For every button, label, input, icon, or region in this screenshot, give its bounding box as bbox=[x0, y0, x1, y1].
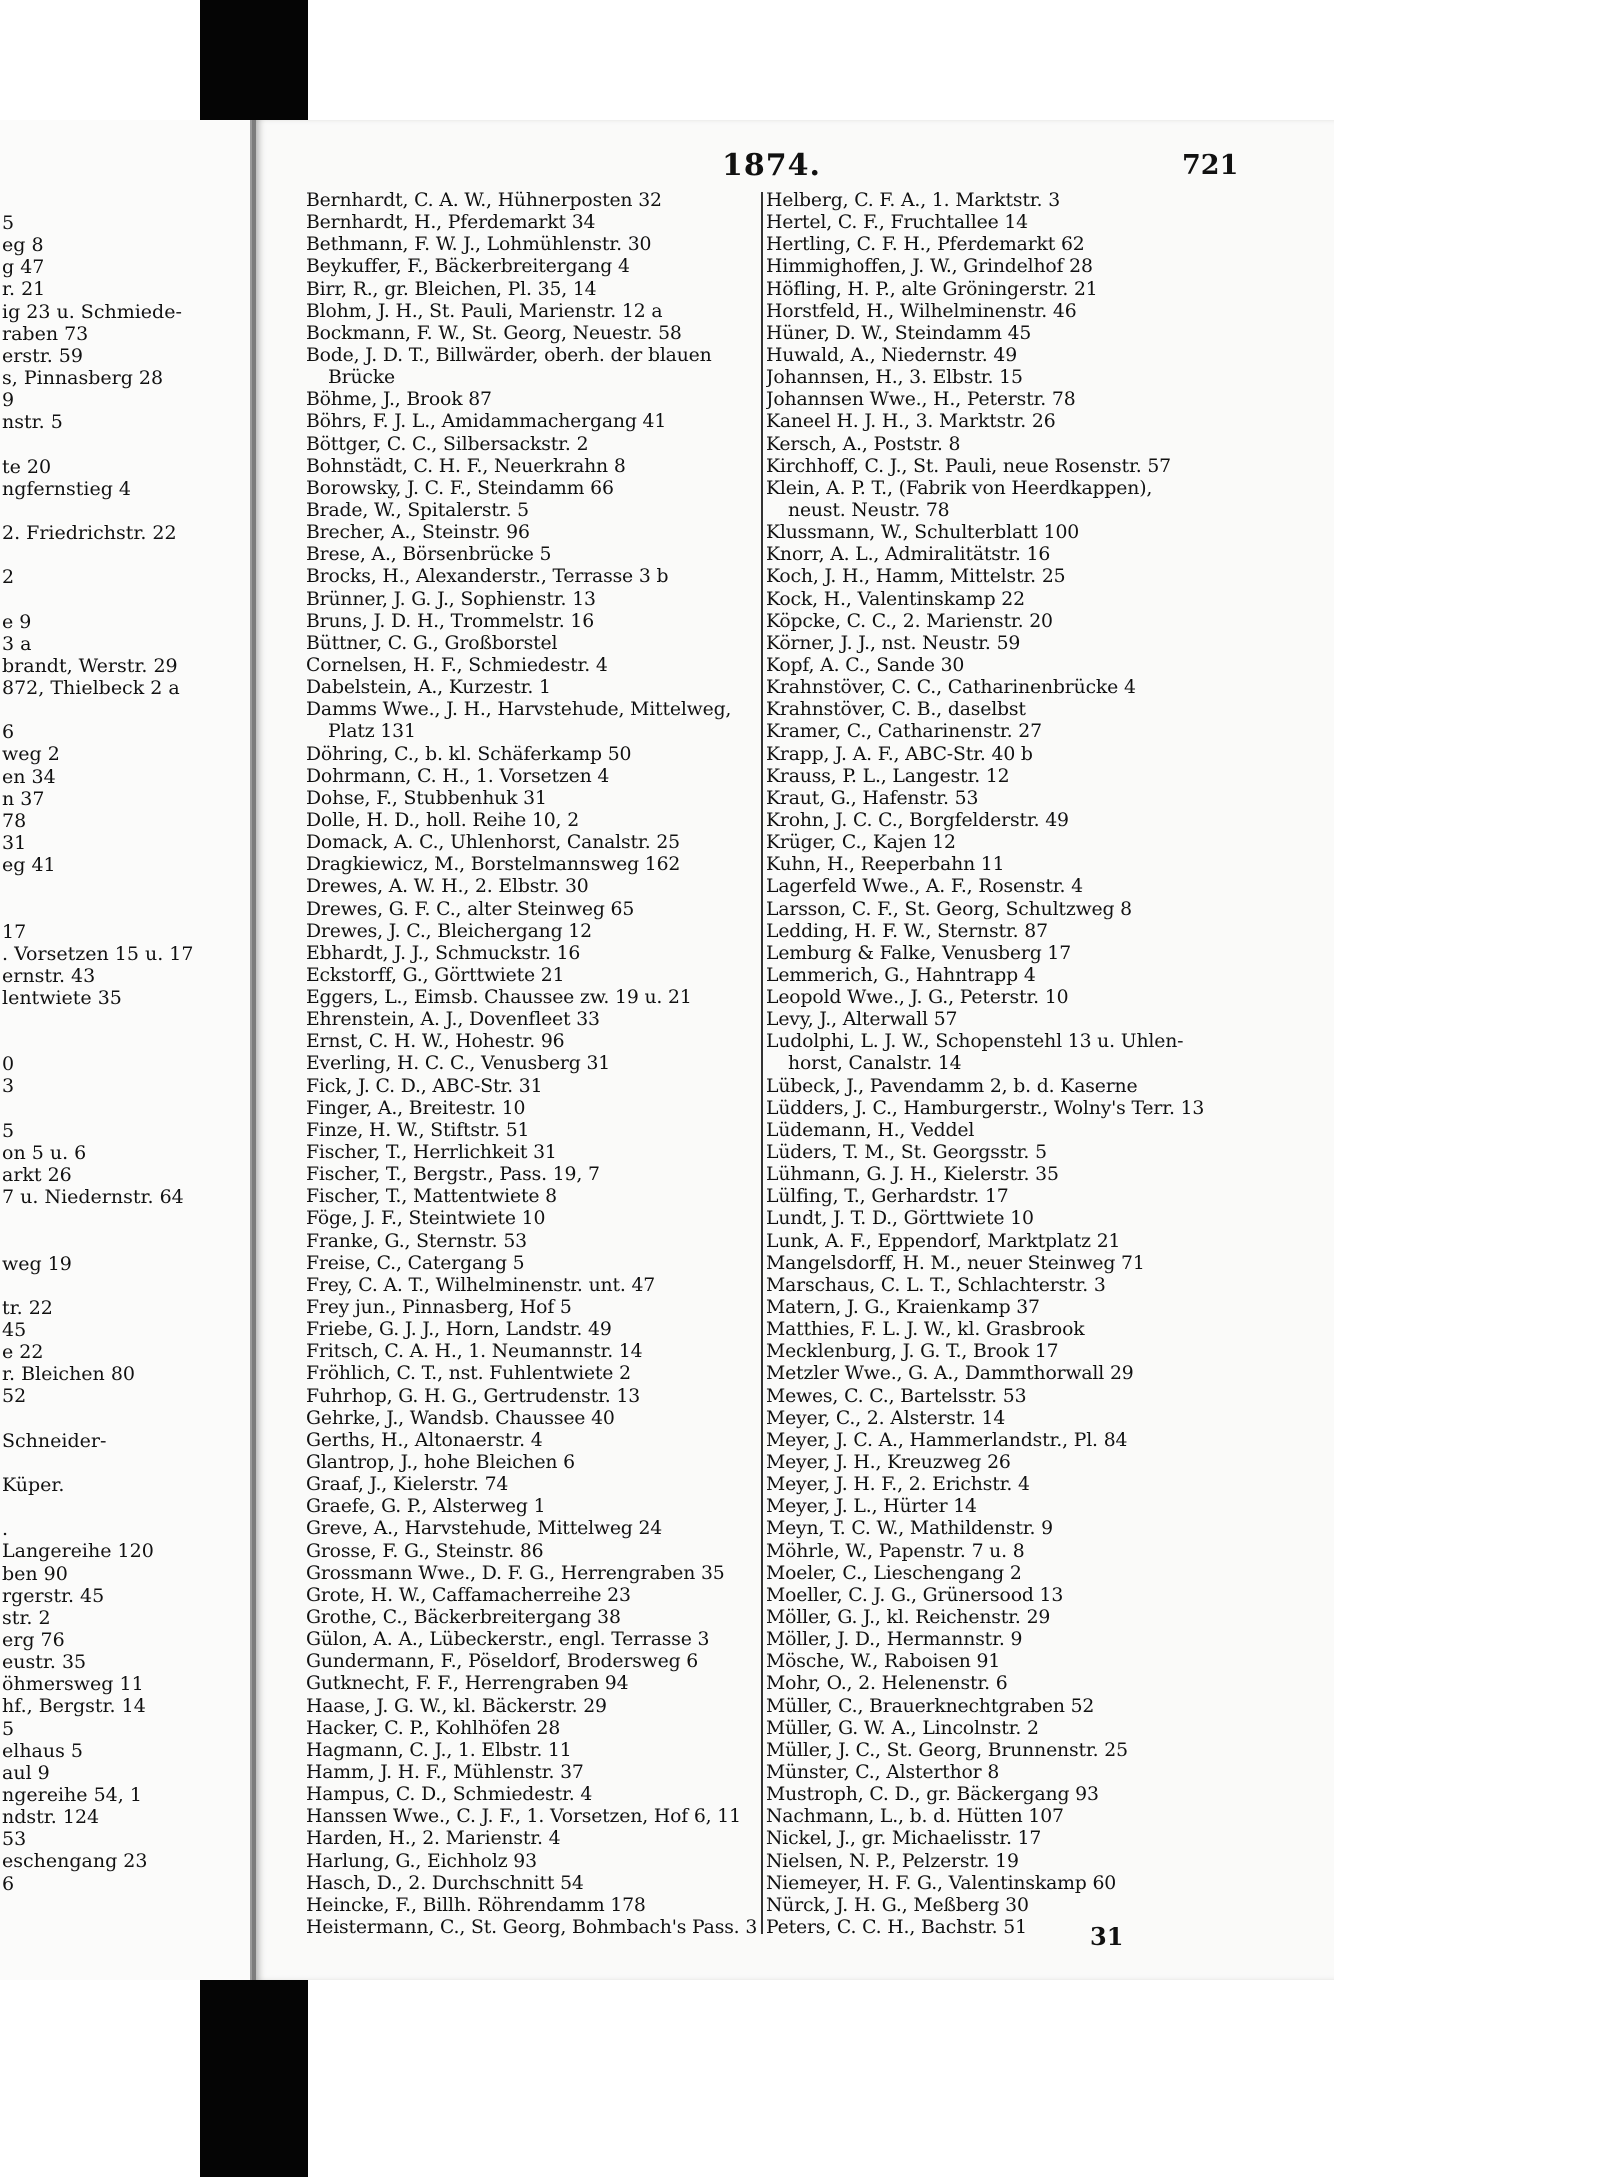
fragment-line: . Vorsetzen 15 u. 17 bbox=[2, 942, 194, 965]
directory-entry: Böhme, J., Brook 87 bbox=[306, 389, 492, 411]
directory-entry: Finze, H. W., Stiftstr. 51 bbox=[306, 1119, 530, 1141]
directory-entry: Damms Wwe., J. H., Harvstehude, Mittelweg, bbox=[306, 699, 732, 721]
directory-entry: Kock, H., Valentinskamp 22 bbox=[766, 588, 1025, 610]
fragment-line: 78 bbox=[2, 809, 27, 832]
directory-entry: Hamm, J. H. F., Mühlenstr. 37 bbox=[306, 1761, 584, 1783]
binding-bar-top bbox=[200, 0, 308, 120]
fragment-line bbox=[0, 1275, 250, 1297]
fragment-line bbox=[0, 544, 250, 566]
directory-entry: Gutknecht, F. F., Herrengraben 94 bbox=[306, 1673, 629, 1695]
fragment-line: 2. Friedrichstr. 22 bbox=[2, 521, 177, 544]
directory-entry: Eckstorff, G., Görttwiete 21 bbox=[306, 964, 565, 986]
directory-entry: Fischer, T., Herrlichkeit 31 bbox=[306, 1142, 557, 1164]
fragment-line: 3 a bbox=[2, 632, 32, 655]
right-column bbox=[766, 190, 1296, 1939]
fragment-line: e 9 bbox=[2, 610, 32, 633]
directory-entry: Friebe, G. J. J., Horn, Landstr. 49 bbox=[306, 1319, 612, 1341]
directory-entry: Böhrs, F. J. L., Amidammachergang 41 bbox=[306, 411, 667, 433]
fragment-line: nstr. 5 bbox=[2, 411, 63, 434]
page-year: 1874. bbox=[722, 148, 821, 183]
fragment-line: eschengang 23 bbox=[2, 1850, 148, 1873]
directory-entry: Kuhn, H., Reeperbahn 11 bbox=[766, 854, 1005, 876]
directory-entry: Drewes, G. F. C., alter Steinweg 65 bbox=[306, 898, 635, 920]
page-header bbox=[256, 148, 1338, 188]
fragment-line: te 20 bbox=[2, 455, 52, 478]
directory-entry: Larsson, C. F., St. Georg, Schultzweg 8 bbox=[766, 898, 1132, 920]
directory-entry: horst, Canalstr. 14 bbox=[788, 1053, 962, 1075]
fragment-line: 31 bbox=[2, 831, 27, 854]
directory-entry: Brünner, J. G. J., Sophienstr. 13 bbox=[306, 588, 596, 610]
fragment-line: e 22 bbox=[2, 1341, 44, 1364]
directory-entry: Köpcke, C. C., 2. Marienstr. 20 bbox=[766, 610, 1053, 632]
directory-entry: Gundermann, F., Pöseldorf, Brodersweg 6 bbox=[306, 1651, 699, 1673]
directory-entry: Klein, A. P. T., (Fabrik von Heerdkappen), bbox=[766, 477, 1153, 499]
fragment-line: 2 bbox=[2, 566, 15, 589]
fragment-line bbox=[0, 1496, 250, 1518]
fragment-line: eg 8 bbox=[2, 234, 44, 257]
fragment-line bbox=[0, 898, 250, 920]
directory-entry: Lunk, A. F., Eppendorf, Marktplatz 21 bbox=[766, 1230, 1121, 1252]
directory-entry: Bode, J. D. T., Billwärder, oberh. der blauen bbox=[306, 344, 712, 366]
directory-entry: Dohse, F., Stubbenhuk 31 bbox=[306, 787, 547, 809]
directory-page bbox=[252, 120, 1338, 1980]
directory-entry: Horstfeld, H., Wilhelminenstr. 46 bbox=[766, 300, 1077, 322]
directory-entry: Brücke bbox=[328, 367, 395, 389]
directory-entry: Krahnstöver, C. B., daselbst bbox=[766, 699, 1026, 721]
directory-entry: Krahnstöver, C. C., Catharinenbrücke 4 bbox=[766, 677, 1136, 699]
directory-entry: Hüner, D. W., Steindamm 45 bbox=[766, 322, 1032, 344]
fragment-line: en 34 bbox=[2, 765, 56, 788]
fragment-line: ig 23 u. Schmiede- bbox=[2, 300, 182, 323]
directory-entry: Gehrke, J., Wandsb. Chaussee 40 bbox=[306, 1407, 615, 1429]
directory-entry: Harlung, G., Eichholz 93 bbox=[306, 1850, 537, 1872]
directory-entry: Nielsen, N. P., Pelzerstr. 19 bbox=[766, 1850, 1019, 1872]
directory-entry: Bernhardt, H., Pferdemarkt 34 bbox=[306, 212, 596, 234]
fragment-line bbox=[0, 1031, 250, 1053]
directory-entry: Ludolphi, L. J. W., Schopenstehl 13 u. Uhlen- bbox=[766, 1031, 1184, 1053]
directory-entry: Johannsen, H., 3. Elbstr. 15 bbox=[766, 367, 1023, 389]
fragment-line: s, Pinnasberg 28 bbox=[2, 366, 164, 389]
fragment-line: rgerstr. 45 bbox=[2, 1584, 105, 1607]
directory-entry: Dragkiewicz, M., Borstelmannsweg 162 bbox=[306, 854, 681, 876]
directory-entry: Graefe, G. P., Alsterweg 1 bbox=[306, 1496, 546, 1518]
directory-entry: Peters, C. C. H., Bachstr. 51 bbox=[766, 1916, 1027, 1938]
fragment-line: . bbox=[2, 1518, 9, 1541]
fragment-line bbox=[0, 500, 250, 522]
directory-entry: Lübeck, J., Pavendamm 2, b. d. Kaserne bbox=[766, 1075, 1138, 1097]
directory-entry: Moeller, C. J. G., Grünersood 13 bbox=[766, 1584, 1064, 1606]
fragment-line: 872, Thielbeck 2 a bbox=[2, 676, 180, 699]
directory-entry: Matthies, F. L. J. W., kl. Grasbrook bbox=[766, 1319, 1085, 1341]
fragment-line bbox=[0, 1452, 250, 1474]
directory-entry: Freise, C., Catergang 5 bbox=[306, 1252, 525, 1274]
fragment-line: tr. 22 bbox=[2, 1296, 53, 1319]
fragment-line: n 37 bbox=[2, 787, 45, 810]
directory-entry: Frey, C. A. T., Wilhelminenstr. unt. 47 bbox=[306, 1274, 656, 1296]
fragment-line: 5 bbox=[2, 1119, 15, 1142]
fragment-line bbox=[0, 1230, 250, 1252]
fragment-line: weg 2 bbox=[2, 743, 60, 766]
directory-entry: Eggers, L., Eimsb. Chaussee zw. 19 u. 21 bbox=[306, 987, 692, 1009]
directory-entry: Metzler Wwe., G. A., Dammthorwall 29 bbox=[766, 1363, 1134, 1385]
directory-entry: Matern, J. G., Kraienkamp 37 bbox=[766, 1297, 1040, 1319]
fragment-line: ndstr. 124 bbox=[2, 1806, 100, 1829]
directory-entry: Kopf, A. C., Sande 30 bbox=[766, 654, 965, 676]
directory-entry: Mohr, O., 2. Helenenstr. 6 bbox=[766, 1673, 1008, 1695]
directory-entry: Helberg, C. F. A., 1. Marktstr. 3 bbox=[766, 190, 1060, 211]
directory-entry: Mösche, W., Raboisen 91 bbox=[766, 1651, 1001, 1673]
directory-entry: Krapp, J. A. F., ABC-Str. 40 b bbox=[766, 743, 1033, 765]
fragment-line: eustr. 35 bbox=[2, 1651, 87, 1674]
fragment-line bbox=[0, 1098, 250, 1120]
directory-entry: Hampus, C. D., Schmiedestr. 4 bbox=[306, 1784, 593, 1806]
directory-entry: Drewes, J. C., Bleichergang 12 bbox=[306, 920, 592, 942]
directory-entry: Domack, A. C., Uhlenhorst, Canalstr. 25 bbox=[306, 832, 680, 854]
directory-entry: Blohm, J. H., St. Pauli, Marienstr. 12 a bbox=[306, 300, 663, 322]
directory-entry: Lemmerich, G., Hahntrapp 4 bbox=[766, 964, 1036, 986]
directory-entry: Mangelsdorff, H. M., neuer Steinweg 71 bbox=[766, 1252, 1145, 1274]
directory-entry: Marschaus, C. L. T., Schlachterstr. 3 bbox=[766, 1274, 1106, 1296]
directory-entry: Dolle, H. D., holl. Reihe 10, 2 bbox=[306, 809, 579, 831]
scan-margin bbox=[1334, 120, 1600, 1980]
directory-entry: Krauss, P. L., Langestr. 12 bbox=[766, 765, 1010, 787]
directory-entry: Höfling, H. P., alte Gröningerstr. 21 bbox=[766, 278, 1098, 300]
directory-entry: Büttner, C. G., Großborstel bbox=[306, 632, 558, 654]
previous-page-edge bbox=[0, 120, 252, 1980]
fragment-line: 53 bbox=[2, 1828, 27, 1851]
fragment-line: 0 bbox=[2, 1053, 15, 1076]
directory-entry: Bohnstädt, C. H. F., Neuerkrahn 8 bbox=[306, 455, 626, 477]
fragment-line bbox=[0, 1208, 250, 1230]
fragment-line: r. Bleichen 80 bbox=[2, 1363, 136, 1386]
directory-entry: Krohn, J. C. C., Borgfelderstr. 49 bbox=[766, 809, 1069, 831]
directory-entry: Brese, A., Börsenbrücke 5 bbox=[306, 544, 552, 566]
fragment-line: raben 73 bbox=[2, 322, 89, 345]
directory-entry: Platz 131 bbox=[328, 721, 416, 743]
directory-entry: Münster, C., Alsterthor 8 bbox=[766, 1761, 1000, 1783]
directory-entry: Ernst, C. H. W., Hohestr. 96 bbox=[306, 1031, 565, 1053]
directory-entry: Fischer, T., Mattentwiete 8 bbox=[306, 1186, 557, 1208]
signature-number: 31 bbox=[1090, 1922, 1124, 1951]
fragment-line: eg 41 bbox=[2, 854, 56, 877]
directory-entry: Greve, A., Harvstehude, Mittelweg 24 bbox=[306, 1518, 663, 1540]
directory-entry: Mecklenburg, J. G. T., Brook 17 bbox=[766, 1341, 1059, 1363]
directory-entry: Ledding, H. F. W., Sternstr. 87 bbox=[766, 920, 1048, 942]
directory-entry: Meyer, J. H. F., 2. Erichstr. 4 bbox=[766, 1474, 1030, 1496]
directory-entry: Nürck, J. H. G., Meßberg 30 bbox=[766, 1894, 1029, 1916]
directory-entry: Müller, C., Brauerknechtgraben 52 bbox=[766, 1695, 1095, 1717]
fragment-line: r. 21 bbox=[2, 278, 46, 301]
directory-entry: Lühmann, G. J. H., Kielerstr. 35 bbox=[766, 1164, 1059, 1186]
directory-entry: Kersch, A., Poststr. 8 bbox=[766, 433, 961, 455]
directory-entry: Dohrmann, C. H., 1. Vorsetzen 4 bbox=[306, 765, 610, 787]
directory-entry: Heincke, F., Billh. Röhrendamm 178 bbox=[306, 1894, 646, 1916]
directory-entry: Koch, J. H., Hamm, Mittelstr. 25 bbox=[766, 566, 1066, 588]
directory-entry: Grothe, C., Bäckerbreitergang 38 bbox=[306, 1607, 621, 1628]
directory-entry: Döhring, C., b. kl. Schäferkamp 50 bbox=[306, 743, 632, 765]
directory-entry: Finger, A., Breitestr. 10 bbox=[306, 1097, 526, 1119]
directory-entry: Möller, J. D., Hermannstr. 9 bbox=[766, 1629, 1023, 1651]
fragment-line: 17 bbox=[2, 920, 27, 943]
directory-entry: Drewes, A. W. H., 2. Elbstr. 30 bbox=[306, 876, 589, 898]
directory-entry: Beykuffer, F., Bäckerbreitergang 4 bbox=[306, 256, 630, 278]
fragment-line: ngereihe 54, 1 bbox=[2, 1783, 142, 1806]
fragment-line: 7 u. Niedernstr. 64 bbox=[2, 1186, 184, 1209]
directory-entry: Klussmann, W., Schulterblatt 100 bbox=[766, 522, 1080, 544]
directory-entry: Birr, R., gr. Bleichen, Pl. 35, 14 bbox=[306, 278, 597, 300]
column-divider bbox=[761, 192, 763, 1934]
directory-entry: Kirchhoff, C. J., St. Pauli, neue Rosenstr. 57 bbox=[766, 455, 1171, 477]
fragment-line: erg 76 bbox=[2, 1629, 65, 1651]
fragment-line: weg 19 bbox=[2, 1252, 72, 1275]
directory-entry: Graaf, J., Kielerstr. 74 bbox=[306, 1474, 509, 1496]
directory-entry: Hertling, C. F. H., Pferdemarkt 62 bbox=[766, 234, 1085, 256]
directory-entry: Grosse, F. G., Steinstr. 86 bbox=[306, 1540, 544, 1562]
directory-entry: Müller, J. C., St. Georg, Brunnenstr. 25 bbox=[766, 1739, 1128, 1761]
fragment-line bbox=[0, 1408, 250, 1430]
fragment-line: Langereihe 120 bbox=[2, 1540, 154, 1563]
directory-entry: Harden, H., 2. Marienstr. 4 bbox=[306, 1828, 561, 1850]
previous-page-fragments bbox=[0, 212, 250, 1895]
directory-entry: Möller, G. J., kl. Reichenstr. 29 bbox=[766, 1607, 1051, 1628]
directory-entry: Hacker, C. P., Kohlhöfen 28 bbox=[306, 1717, 561, 1739]
directory-entry: Nickel, J., gr. Michaelisstr. 17 bbox=[766, 1828, 1042, 1850]
fragment-line: ernstr. 43 bbox=[2, 964, 96, 987]
fragment-line: Schneider- bbox=[2, 1429, 107, 1452]
directory-entry: Ehrenstein, A. J., Dovenfleet 33 bbox=[306, 1009, 600, 1031]
directory-entry: Lundt, J. T. D., Görttwiete 10 bbox=[766, 1208, 1034, 1230]
directory-entry: Dabelstein, A., Kurzestr. 1 bbox=[306, 677, 551, 699]
directory-entry: Lüders, T. M., St. Georgsstr. 5 bbox=[766, 1142, 1047, 1164]
fragment-line bbox=[0, 1009, 250, 1031]
directory-entry: Meyer, J. H., Kreuzweg 26 bbox=[766, 1452, 1011, 1474]
fragment-line: 9 bbox=[2, 389, 15, 412]
directory-entry: Bruns, J. D. H., Trommelstr. 16 bbox=[306, 610, 595, 632]
directory-entry: Fritsch, C. A. H., 1. Neumannstr. 14 bbox=[306, 1341, 643, 1363]
fragment-line: elhaus 5 bbox=[2, 1739, 84, 1762]
directory-entry: Möhrle, W., Papenstr. 7 u. 8 bbox=[766, 1540, 1025, 1562]
directory-entry: Kramer, C., Catharinenstr. 27 bbox=[766, 721, 1042, 743]
directory-entry: Borowsky, J. C. F., Steindamm 66 bbox=[306, 477, 614, 499]
fragment-line: 5 bbox=[2, 1717, 15, 1740]
directory-entry: Huwald, A., Niedernstr. 49 bbox=[766, 344, 1017, 366]
directory-entry: neust. Neustr. 78 bbox=[788, 499, 950, 521]
directory-entry: Levy, J., Alterwall 57 bbox=[766, 1009, 958, 1031]
directory-entry: Körner, J. J., nst. Neustr. 59 bbox=[766, 632, 1021, 654]
directory-entry: Grote, H. W., Caffamacherreihe 23 bbox=[306, 1584, 631, 1606]
directory-entry: Meyer, J. L., Hürter 14 bbox=[766, 1496, 977, 1518]
fragment-line: str. 2 bbox=[2, 1606, 51, 1629]
directory-entry: Mustroph, C. D., gr. Bäckergang 93 bbox=[766, 1784, 1099, 1806]
fragment-line bbox=[0, 876, 250, 898]
directory-entry: Leopold Wwe., J. G., Peterstr. 10 bbox=[766, 987, 1069, 1009]
directory-entry: Meyer, J. C. A., Hammerlandstr., Pl. 84 bbox=[766, 1429, 1128, 1451]
fragment-line: hf., Bergstr. 14 bbox=[2, 1695, 146, 1718]
directory-entry: Lüdders, J. C., Hamburgerstr., Wolny's Terr. 13 bbox=[766, 1097, 1205, 1119]
fragment-line: 52 bbox=[2, 1385, 27, 1408]
directory-entry: Moeler, C., Lieschengang 2 bbox=[766, 1562, 1022, 1584]
fragment-line: 6 bbox=[2, 1872, 15, 1895]
directory-entry: Lülfing, T., Gerhardstr. 17 bbox=[766, 1186, 1009, 1208]
directory-entry: Franke, G., Sternstr. 53 bbox=[306, 1230, 527, 1252]
fragment-line bbox=[0, 433, 250, 455]
fragment-line: on 5 u. 6 bbox=[2, 1141, 87, 1164]
directory-entry: Brocks, H., Alexanderstr., Terrasse 3 b bbox=[306, 566, 669, 588]
directory-entry: Kraut, G., Hafenstr. 53 bbox=[766, 787, 979, 809]
directory-entry: Krüger, C., Kajen 12 bbox=[766, 832, 956, 854]
fragment-line bbox=[0, 699, 250, 721]
directory-entry: Ebhardt, J. J., Schmuckstr. 16 bbox=[306, 942, 581, 964]
directory-entry: Brecher, A., Steinstr. 96 bbox=[306, 522, 530, 544]
directory-entry: Fischer, T., Bergstr., Pass. 19, 7 bbox=[306, 1164, 600, 1186]
directory-entry: Heistermann, C., St. Georg, Bohmbach's Pass. 3 bbox=[306, 1916, 758, 1938]
directory-entry: Niemeyer, H. F. G., Valentinskamp 60 bbox=[766, 1872, 1117, 1894]
directory-entry: Frey jun., Pinnasberg, Hof 5 bbox=[306, 1297, 572, 1319]
directory-entry: Nachmann, L., b. d. Hütten 107 bbox=[766, 1806, 1064, 1828]
directory-entry: Müller, G. W. A., Lincolnstr. 2 bbox=[766, 1717, 1039, 1739]
directory-entry: Johannsen Wwe., H., Peterstr. 78 bbox=[766, 389, 1076, 411]
fragment-line: lentwiete 35 bbox=[2, 986, 122, 1009]
directory-entry: Böttger, C. C., Silbersackstr. 2 bbox=[306, 433, 589, 455]
fragment-line: g 47 bbox=[2, 256, 45, 279]
directory-entry: Föge, J. F., Steintwiete 10 bbox=[306, 1208, 546, 1230]
fragment-line bbox=[0, 588, 250, 610]
directory-entry: Grossmann Wwe., D. F. G., Herrengraben 35 bbox=[306, 1562, 725, 1584]
directory-entry: Lemburg & Falke, Venusberg 17 bbox=[766, 942, 1072, 964]
directory-entry: Fröhlich, C. T., nst. Fuhlentwiete 2 bbox=[306, 1363, 631, 1385]
directory-entry: Kaneel H. J. H., 3. Marktstr. 26 bbox=[766, 411, 1056, 433]
directory-entry: Everling, H. C. C., Venusberg 31 bbox=[306, 1053, 611, 1075]
binding-bar-bottom bbox=[200, 1980, 308, 2177]
directory-entry: Hagmann, C. J., 1. Elbstr. 11 bbox=[306, 1739, 572, 1761]
directory-entry: Glantrop, J., hohe Bleichen 6 bbox=[306, 1452, 575, 1474]
directory-entry: Fuhrhop, G. H. G., Gertrudenstr. 13 bbox=[306, 1385, 641, 1407]
directory-entry: Gerths, H., Altonaerstr. 4 bbox=[306, 1429, 543, 1451]
fragment-line: erstr. 59 bbox=[2, 344, 83, 367]
left-column bbox=[306, 190, 816, 1939]
directory-entry: Meyn, T. C. W., Mathildenstr. 9 bbox=[766, 1518, 1053, 1540]
fragment-line: 3 bbox=[2, 1075, 15, 1098]
directory-entry: Hertel, C. F., Fruchtallee 14 bbox=[766, 212, 1028, 234]
directory-entry: Fick, J. C. D., ABC-Str. 31 bbox=[306, 1075, 543, 1097]
fragment-line: ben 90 bbox=[2, 1562, 68, 1585]
directory-entry: Haase, J. G. W., kl. Bäckerstr. 29 bbox=[306, 1695, 607, 1717]
directory-entry: Lagerfeld Wwe., A. F., Rosenstr. 4 bbox=[766, 876, 1083, 898]
directory-entry: Brade, W., Spitalerstr. 5 bbox=[306, 499, 529, 521]
fragment-line: 6 bbox=[2, 721, 15, 744]
directory-entry: Mewes, C. C., Bartelsstr. 53 bbox=[766, 1385, 1027, 1407]
directory-entry: Meyer, C., 2. Alsterstr. 14 bbox=[766, 1407, 1006, 1429]
fragment-line: Küper. bbox=[2, 1474, 65, 1497]
fragment-line: brandt, Werstr. 29 bbox=[2, 654, 178, 677]
directory-entry: Bernhardt, C. A. W., Hühnerposten 32 bbox=[306, 190, 662, 211]
directory-entry: Hanssen Wwe., C. J. F., 1. Vorsetzen, Hof 6, 11 bbox=[306, 1806, 741, 1828]
directory-entry: Cornelsen, H. F., Schmiedestr. 4 bbox=[306, 654, 608, 676]
page-number: 721 bbox=[1182, 150, 1239, 181]
directory-entry: Hasch, D., 2. Durchschnitt 54 bbox=[306, 1872, 584, 1894]
directory-entry: Knorr, A. L., Admiralitätstr. 16 bbox=[766, 544, 1051, 566]
fragment-line: 5 bbox=[2, 212, 15, 234]
fragment-line: aul 9 bbox=[2, 1761, 50, 1784]
directory-entry: Bockmann, F. W., St. Georg, Neuestr. 58 bbox=[306, 322, 682, 344]
fragment-line: 45 bbox=[2, 1319, 27, 1342]
directory-entry: Lüdemann, H., Veddel bbox=[766, 1119, 975, 1141]
directory-entry: Bethmann, F. W. J., Lohmühlenstr. 30 bbox=[306, 234, 652, 256]
directory-entry: Himmighoffen, J. W., Grindelhof 28 bbox=[766, 256, 1093, 278]
fragment-line: ngfernstieg 4 bbox=[2, 477, 131, 500]
fragment-line: öhmersweg 11 bbox=[2, 1673, 144, 1696]
fragment-line: arkt 26 bbox=[2, 1164, 72, 1187]
directory-entry: Gülon, A. A., Lübeckerstr., engl. Terrasse 3 bbox=[306, 1629, 710, 1651]
